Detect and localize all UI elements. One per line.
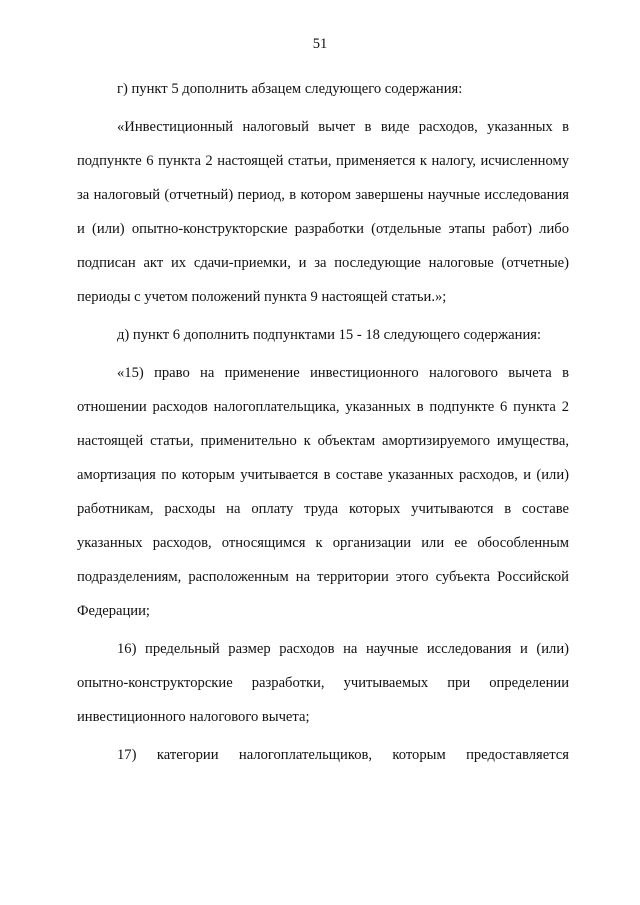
paragraph-item-16: 16) предельный размер расходов на научные исследования и (или) опытно-конструкторские разработки, учитываемых при определении инвестиционного налогового вычета; [77,641,569,725]
paragraph-g: г) пункт 5 дополнить абзацем следующего содержания: [117,81,463,97]
paragraph-item-17: 17) категории налогоплательщиков, которым предоставляется [117,747,569,763]
page-number: 51 [312,36,328,52]
document-body [77,72,569,772]
paragraph-d: д) пункт 6 дополнить подпунктами 15 - 18 следующего содержания: [117,327,542,343]
paragraph-item-15: «15) право на применение инвестиционного налогового вычета в отношении расходов налогоплательщика, указанных в подпункте 6 пункта 2 настоящей статьи, применительно к объектам амортизируемого имущества, амортизация по которым учитывается в составе указанных расходов, и (или) работникам, расходы на оплату труда которых учитываются в составе указанных расходов, относящимся к организации или ее обособленным подразделениям, расположенным на территории этого субъекта Российской Федерации; [77,365,569,619]
paragraph-quote-deduction: «Инвестиционный налоговый вычет в виде расходов, указанных в подпункте 6 пункта 2 настоящей статьи, применяется к налогу, исчисленному за налоговый (отчетный) период, в котором завершены научные исследования и (или) опытно-конструкторские разработки (отдельные этапы работ) либо подписан акт их сдачи-приемки, и за последующие налоговые (отчетные) периоды с учетом положений пункта 9 настоящей статьи.»; [77,119,569,305]
